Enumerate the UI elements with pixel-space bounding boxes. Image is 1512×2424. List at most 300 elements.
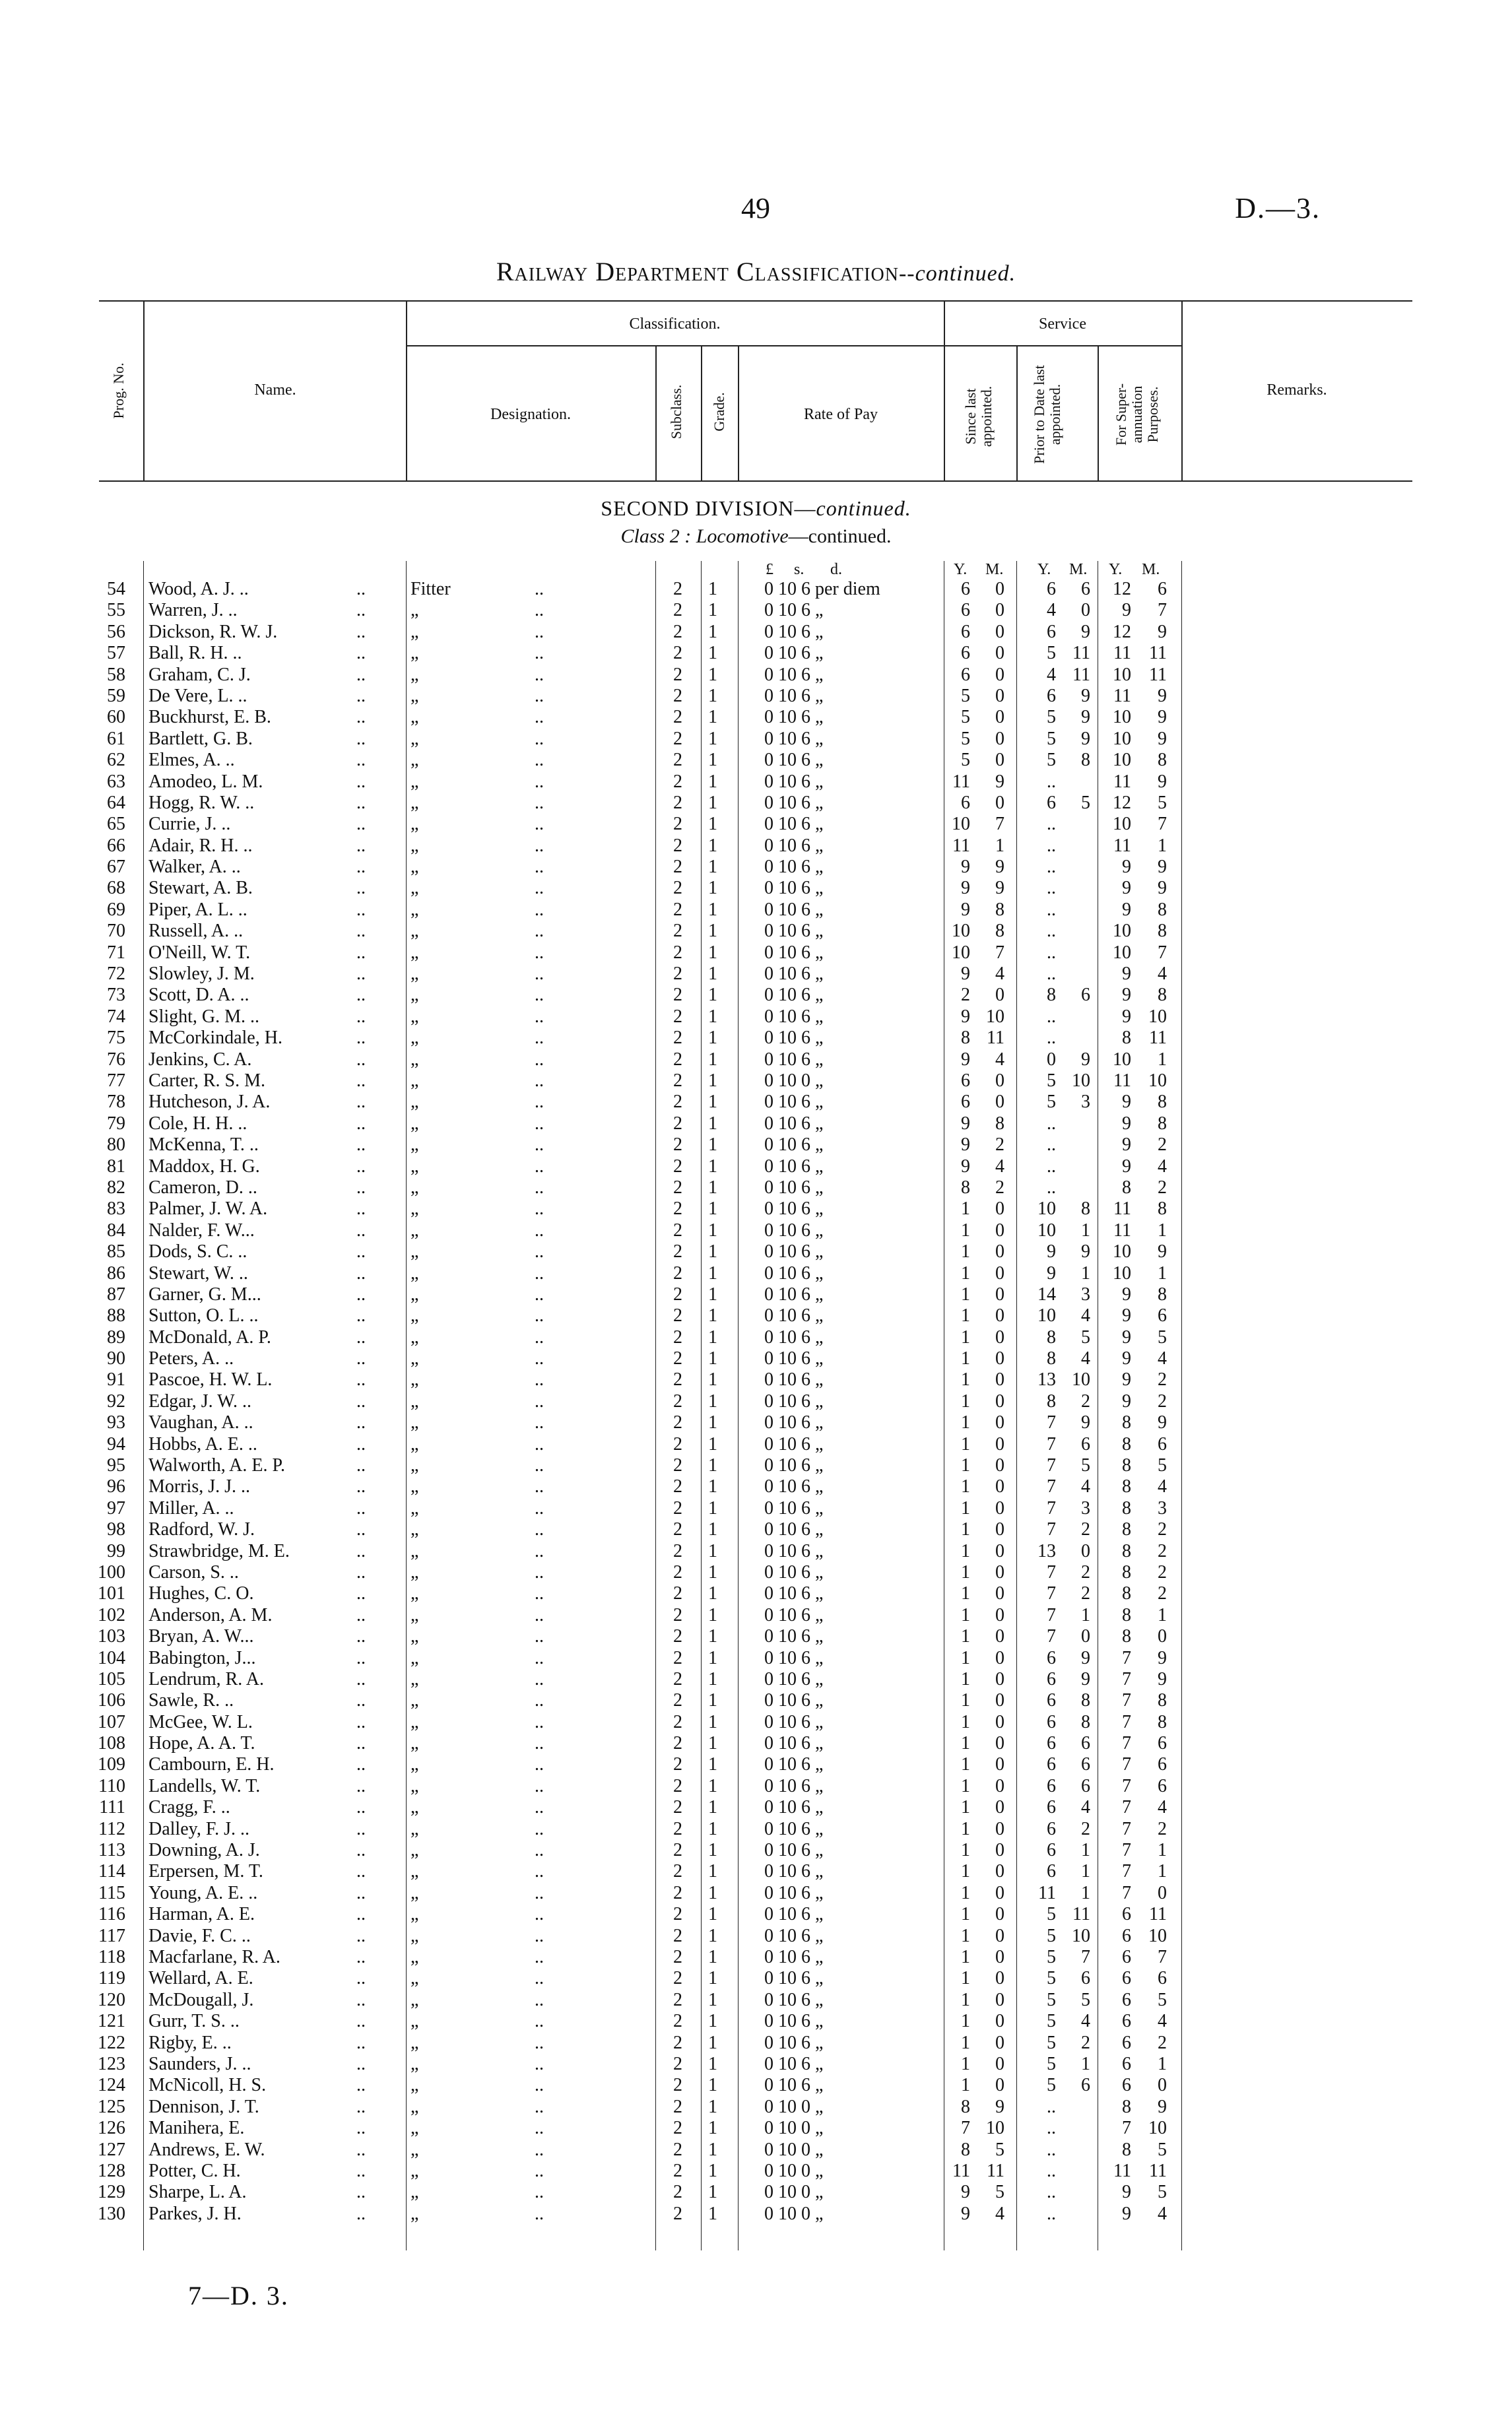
- prior-months: 9: [1081, 1049, 1090, 1070]
- prog-no: 76: [107, 1049, 125, 1070]
- prog-no: 118: [98, 1947, 125, 1967]
- prior-months: 7: [1081, 1947, 1090, 1967]
- superannuation-years: 11: [1113, 1220, 1131, 1241]
- prog-no: 96: [107, 1476, 125, 1497]
- designation: „: [411, 621, 419, 642]
- prior-months: 3: [1081, 1284, 1090, 1305]
- rate-of-pay: 0 10 6 „: [764, 1198, 824, 1220]
- superannuation-years: 12: [1113, 621, 1131, 642]
- since-last-years: 1: [961, 1497, 970, 1519]
- division-name: SECOND DIVISION—: [601, 496, 816, 520]
- employee-name: McGee, W. L.: [148, 1711, 253, 1732]
- prog-no: 79: [107, 1113, 125, 1134]
- rate-of-pay: 0 10 6 „: [764, 1775, 824, 1796]
- since-last-years: 6: [961, 643, 970, 664]
- prior-months: 6: [1081, 2075, 1090, 2096]
- prog-no: 66: [107, 835, 125, 856]
- since-last-years: 11: [952, 835, 970, 856]
- leader-dots: ..: [535, 1733, 544, 1754]
- rate-of-pay: 0 10 6 „: [764, 1028, 824, 1049]
- prog-no: 84: [107, 1220, 125, 1241]
- superannuation-months: 9: [1158, 1241, 1167, 1262]
- leader-dots: ..: [535, 1391, 544, 1412]
- rate-of-pay: 0 10 6 „: [764, 1433, 824, 1455]
- grade: 1: [708, 2011, 717, 2032]
- prog-no: 59: [107, 685, 125, 706]
- table-row: [0, 1006, 1512, 1028]
- prior-months: 0: [1081, 1626, 1090, 1647]
- subclass: 2: [673, 1797, 682, 1818]
- designation: „: [411, 1177, 419, 1198]
- since-last-years: 11: [952, 771, 970, 792]
- rate-of-pay: 0 10 6 „: [764, 2075, 824, 2096]
- leader-dots: ..: [535, 2011, 544, 2032]
- rate-of-pay: 0 10 6 „: [764, 1711, 824, 1732]
- employee-name: Carson, S. ..: [148, 1561, 239, 1583]
- table-row: [0, 1156, 1512, 1177]
- prog-no: 82: [107, 1177, 125, 1198]
- rate-of-pay: 0 10 6 „: [764, 728, 824, 749]
- leader-dots: ..: [356, 878, 366, 899]
- since-last-years: 7: [961, 2118, 970, 2139]
- prior-months: 9: [1081, 728, 1090, 749]
- leader-dots: ..: [356, 1262, 366, 1284]
- prior-months: 4: [1081, 1476, 1090, 1497]
- since-last-years: 6: [961, 792, 970, 813]
- leader-dots: ..: [535, 1519, 544, 1540]
- leader-dots: ..: [356, 1198, 366, 1220]
- designation: „: [411, 792, 419, 813]
- employee-name: Wellard, A. E.: [148, 1968, 253, 1989]
- rate-of-pay: 0 10 6 „: [764, 1604, 824, 1625]
- employee-name: Pascoe, H. W. L.: [148, 1369, 273, 1391]
- employee-name: Slowley, J. M.: [148, 964, 255, 985]
- table-row: [0, 1412, 1512, 1433]
- rate-of-pay: 0 10 0 „: [764, 2096, 824, 2117]
- since-last-years: 1: [961, 1968, 970, 1989]
- subclass: 2: [673, 600, 682, 621]
- prior-years: ..: [1047, 1113, 1056, 1134]
- header-divider: [1098, 345, 1099, 482]
- employee-name: Young, A. E. ..: [148, 1882, 258, 1903]
- prior-years: 7: [1047, 1455, 1056, 1476]
- leader-dots: ..: [535, 2096, 544, 2117]
- footer-reference: 7—D. 3.: [188, 2281, 289, 2310]
- leader-dots: ..: [356, 1220, 366, 1241]
- employee-name: Sawle, R. ..: [148, 1690, 234, 1711]
- grade: 1: [708, 1647, 717, 1668]
- since-last-months: 0: [995, 1497, 1004, 1519]
- rate-of-pay: 0 10 0 „: [764, 2139, 824, 2160]
- superannuation-years: 11: [1113, 2160, 1131, 2181]
- table-row: [0, 1733, 1512, 1754]
- prog-no: 89: [107, 1327, 125, 1348]
- rate-of-pay: 0 10 6 „: [764, 1647, 824, 1668]
- designation: „: [411, 1092, 419, 1113]
- superannuation-years: 7: [1122, 1711, 1131, 1732]
- table-row: [0, 1797, 1512, 1818]
- superannuation-years: 9: [1122, 1369, 1131, 1391]
- prior-years: 7: [1047, 1519, 1056, 1540]
- superannuation-months: 8: [1158, 1092, 1167, 1113]
- leader-dots: ..: [356, 1925, 366, 1946]
- since-last-months: 0: [995, 664, 1004, 685]
- rate-of-pay: 0 10 6 „: [764, 1049, 824, 1070]
- grade: 1: [708, 1092, 717, 1113]
- superannuation-months: 4: [1158, 1156, 1167, 1177]
- employee-name: Hope, A. A. T.: [148, 1733, 255, 1754]
- since-last-years: 10: [952, 942, 970, 963]
- employee-name: McNicoll, H. S.: [148, 2075, 267, 2096]
- subclass: 2: [673, 1049, 682, 1070]
- prior-months: 4: [1081, 2011, 1090, 2032]
- leader-dots: ..: [356, 750, 366, 771]
- superannuation-years: 8: [1122, 1028, 1131, 1049]
- table-row: [0, 1605, 1512, 1626]
- since-last-years: 2: [961, 985, 970, 1006]
- since-last-months: 0: [995, 1711, 1004, 1732]
- superannuation-months: 11: [1149, 664, 1167, 685]
- grade: 1: [708, 1626, 717, 1647]
- header-divider: [1016, 345, 1018, 482]
- leader-dots: ..: [356, 1412, 366, 1433]
- since-last-years: 1: [961, 1262, 970, 1284]
- since-last-years: 5: [961, 707, 970, 728]
- leader-dots: ..: [535, 707, 544, 728]
- superannuation-months: 1: [1158, 1049, 1167, 1070]
- designation: „: [411, 1391, 419, 1412]
- table-row: [0, 622, 1512, 643]
- rate-of-pay: 0 10 6 „: [764, 1989, 824, 2010]
- employee-name: Macfarlane, R. A.: [148, 1947, 280, 1967]
- superannuation-months: 1: [1158, 1262, 1167, 1284]
- since-last-years: 8: [961, 2096, 970, 2117]
- staff-table-body: [0, 579, 1512, 2225]
- superannuation-months: 7: [1158, 814, 1167, 835]
- prior-years: 5: [1047, 1092, 1056, 1113]
- table-row: [0, 2118, 1512, 2139]
- prior-years: 0: [1047, 1049, 1056, 1070]
- leader-dots: ..: [356, 1070, 366, 1091]
- since-last-months: 0: [995, 1989, 1004, 2010]
- prior-years: 14: [1037, 1284, 1056, 1305]
- name-header: Name.: [254, 381, 296, 399]
- grade: 1: [708, 1775, 717, 1796]
- since-last-months: 0: [995, 1604, 1004, 1625]
- employee-name: Sutton, O. L. ..: [148, 1305, 259, 1327]
- table-row: [0, 900, 1512, 921]
- prior-months: 1: [1081, 1840, 1090, 1861]
- prior-years: 7: [1047, 1433, 1056, 1455]
- since-last-months: 0: [995, 600, 1004, 621]
- superannuation-years: 8: [1122, 1626, 1131, 1647]
- prior-months: 5: [1081, 1989, 1090, 2010]
- table-row: [0, 686, 1512, 707]
- prior-years: ..: [1047, 2096, 1056, 2117]
- since-last-years: 9: [961, 899, 970, 920]
- since-last-months: 0: [995, 1690, 1004, 1711]
- leader-dots: ..: [535, 750, 544, 771]
- employee-name: Strawbridge, M. E.: [148, 1540, 290, 1561]
- leader-dots: ..: [356, 728, 366, 749]
- prog-no: 105: [98, 1668, 125, 1689]
- superannuation-years: 10: [1113, 942, 1131, 963]
- grade: 1: [708, 1583, 717, 1604]
- prior-years: 6: [1047, 1840, 1056, 1861]
- designation: „: [411, 1262, 419, 1284]
- superannuation-years: 7: [1122, 1797, 1131, 1818]
- prior-years: ..: [1047, 2160, 1056, 2181]
- leader-dots: ..: [535, 1668, 544, 1689]
- subclass: 2: [673, 685, 682, 706]
- subclass: 2: [673, 2096, 682, 2117]
- prog-no: 126: [98, 2118, 125, 2139]
- employee-name: Walworth, A. E. P.: [148, 1455, 285, 1476]
- leader-dots: ..: [356, 1861, 366, 1882]
- subclass: 2: [673, 664, 682, 685]
- superannuation-years: 7: [1122, 1861, 1131, 1882]
- since-last-months: 0: [995, 2011, 1004, 2032]
- superannuation-months: 10: [1148, 2118, 1167, 2139]
- grade: 1: [708, 942, 717, 963]
- grade: 1: [708, 2032, 717, 2053]
- superannuation-months: 11: [1149, 1028, 1167, 1049]
- leader-dots: ..: [535, 1540, 544, 1561]
- leader-dots: ..: [535, 1840, 544, 1861]
- grade: 1: [708, 814, 717, 835]
- subclass: 2: [673, 1220, 682, 1241]
- since-last-months: 5: [995, 2182, 1004, 2203]
- designation: „: [411, 1455, 419, 1476]
- rate-of-pay: 0 10 6 „: [764, 835, 824, 856]
- leader-dots: ..: [356, 1733, 366, 1754]
- grade: 1: [708, 1968, 717, 1989]
- prog-no: 80: [107, 1134, 125, 1156]
- leader-dots: ..: [535, 921, 544, 942]
- designation: „: [411, 1070, 419, 1091]
- grade: 1: [708, 1305, 717, 1327]
- leader-dots: ..: [535, 1904, 544, 1925]
- grade: 1: [708, 707, 717, 728]
- prior-months: 1: [1081, 1882, 1090, 1903]
- since-last-years: 1: [961, 1861, 970, 1882]
- superannuation-years: 9: [1122, 1284, 1131, 1305]
- prior-months: 9: [1081, 685, 1090, 706]
- employee-name: Rigby, E. ..: [148, 2032, 232, 2053]
- employee-name: McCorkindale, H.: [148, 1028, 282, 1049]
- prog-no: 119: [98, 1968, 125, 1989]
- employee-name: Cragg, F. ..: [148, 1797, 230, 1818]
- leader-dots: ..: [535, 1327, 544, 1348]
- prior-years: 5: [1047, 1968, 1056, 1989]
- class-continued: —continued.: [788, 525, 892, 547]
- since-last-years: 1: [961, 1241, 970, 1262]
- table-row: [0, 665, 1512, 686]
- leader-dots: ..: [356, 1113, 366, 1134]
- since-last-years: 1: [961, 1647, 970, 1668]
- prior-years: 5: [1047, 1947, 1056, 1967]
- subclass: 2: [673, 750, 682, 771]
- prior-years: 5: [1047, 728, 1056, 749]
- table-row: [0, 2161, 1512, 2182]
- leader-dots: ..: [356, 1561, 366, 1583]
- superannuation-months: 6: [1158, 1305, 1167, 1327]
- prog-no: 55: [107, 600, 125, 621]
- superannuation-months: 6: [1158, 1733, 1167, 1754]
- subclass: 2: [673, 814, 682, 835]
- designation: „: [411, 1113, 419, 1134]
- since-last-years: 8: [961, 2139, 970, 2160]
- prog-no: 108: [98, 1733, 125, 1754]
- rate-of-pay: 0 10 6 „: [764, 1262, 824, 1284]
- superannuation-months: 9: [1158, 878, 1167, 899]
- subclass: 2: [673, 1775, 682, 1796]
- rate-of-pay: 0 10 6 „: [764, 1412, 824, 1433]
- prog-no: 57: [107, 643, 125, 664]
- superannuation-years: 10: [1113, 1262, 1131, 1284]
- grade: 1: [708, 1177, 717, 1198]
- prior-years: 13: [1037, 1369, 1056, 1391]
- subclass: 2: [673, 1391, 682, 1412]
- since-last-years: 6: [961, 621, 970, 642]
- prior-years: 5: [1047, 2032, 1056, 2053]
- subclass: 2: [673, 1947, 682, 1967]
- superannuation-months: 1: [1158, 1840, 1167, 1861]
- superannuation-months: 5: [1158, 2182, 1167, 2203]
- designation: „: [411, 1797, 419, 1818]
- subclass: 2: [673, 1711, 682, 1732]
- rate-of-pay: 0 10 6 „: [764, 1455, 824, 1476]
- superannuation-years: 9: [1122, 1391, 1131, 1412]
- rate-of-pay: 0 10 6 „: [764, 2053, 824, 2074]
- leader-dots: ..: [356, 707, 366, 728]
- leader-dots: ..: [535, 2075, 544, 2096]
- prog-no: 99: [107, 1540, 125, 1561]
- grade: 1: [708, 1134, 717, 1156]
- since-last-years: 9: [961, 1006, 970, 1027]
- employee-name: Bartlett, G. B.: [148, 728, 253, 749]
- since-last-months: 4: [995, 1049, 1004, 1070]
- subclass: 2: [673, 1904, 682, 1925]
- leader-dots: ..: [356, 1775, 366, 1796]
- employee-name: Gurr, T. S. ..: [148, 2011, 240, 2032]
- designation: „: [411, 1156, 419, 1177]
- grade: 1: [708, 2075, 717, 2096]
- leader-dots: ..: [356, 1840, 366, 1861]
- superannuation-months: 6: [1158, 1433, 1167, 1455]
- leader-dots: ..: [535, 643, 544, 664]
- employee-name: Vaughan, A. ..: [148, 1412, 253, 1433]
- prior-years: 5: [1047, 643, 1056, 664]
- superannuation-years: 7: [1122, 1733, 1131, 1754]
- superannuation-months: 11: [1149, 2160, 1167, 2181]
- prog-no: 130: [98, 2203, 125, 2224]
- grade: 1: [708, 985, 717, 1006]
- prior-years: 4: [1047, 600, 1056, 621]
- since-last-years: 5: [961, 750, 970, 771]
- subclass: 2: [673, 728, 682, 749]
- leader-dots: ..: [356, 1134, 366, 1156]
- subclass: 2: [673, 2139, 682, 2160]
- grade: 1: [708, 1412, 717, 1433]
- leader-dots: ..: [535, 1284, 544, 1305]
- employee-name: Dickson, R. W. J.: [148, 621, 278, 642]
- table-row: [0, 1583, 1512, 1604]
- prior-years: 6: [1047, 1668, 1056, 1689]
- employee-name: Hogg, R. W. ..: [148, 792, 255, 813]
- leader-dots: ..: [535, 878, 544, 899]
- prog-no: 127: [98, 2139, 125, 2160]
- since-last-months: 2: [995, 1177, 1004, 1198]
- since-last-months: 0: [995, 1220, 1004, 1241]
- superannuation-months: 4: [1158, 964, 1167, 985]
- leader-dots: ..: [356, 1540, 366, 1561]
- prog-no: 73: [107, 985, 125, 1006]
- since-last-header: Since last appointed.: [962, 385, 995, 447]
- prior-years: ..: [1047, 1006, 1056, 1027]
- designation: „: [411, 1947, 419, 1967]
- prior-years: ..: [1047, 964, 1056, 985]
- table-row: [0, 1754, 1512, 1775]
- grade: 1: [708, 835, 717, 856]
- table-row: [0, 2182, 1512, 2203]
- superannuation-months: 10: [1148, 1070, 1167, 1091]
- prog-no: 103: [98, 1626, 125, 1647]
- superannuation-months: 6: [1158, 1775, 1167, 1796]
- title-main: Railway Department Classification: [496, 257, 899, 286]
- superannuation-years: 9: [1122, 2182, 1131, 2203]
- prior-years: ..: [1047, 814, 1056, 835]
- designation: „: [411, 1583, 419, 1604]
- prior-years: ..: [1047, 2182, 1056, 2203]
- designation: „: [411, 1049, 419, 1070]
- subclass: 2: [673, 2182, 682, 2203]
- employee-name: McDonald, A. P.: [148, 1327, 271, 1348]
- superannuation-months: 1: [1158, 1220, 1167, 1241]
- prior-years: 6: [1047, 1754, 1056, 1775]
- designation: „: [411, 1690, 419, 1711]
- grade: 1: [708, 2118, 717, 2139]
- since-last-years: 1: [961, 1818, 970, 1839]
- leader-dots: ..: [535, 1241, 544, 1262]
- subclass: 2: [673, 1134, 682, 1156]
- subclass: 2: [673, 1028, 682, 1049]
- subclass: 2: [673, 2118, 682, 2139]
- table-row: [0, 1220, 1512, 1241]
- prior-years: 7: [1047, 1583, 1056, 1604]
- subclass: 2: [673, 2011, 682, 2032]
- table-row: [0, 1177, 1512, 1198]
- grade: 1: [708, 1198, 717, 1220]
- leader-dots: ..: [356, 1348, 366, 1369]
- designation: „: [411, 1284, 419, 1305]
- grade: 1: [708, 1028, 717, 1049]
- superannuation-months: 9: [1158, 707, 1167, 728]
- prior-years: ..: [1047, 1028, 1056, 1049]
- prog-no: 112: [98, 1818, 125, 1839]
- designation: „: [411, 1369, 419, 1391]
- leader-dots: ..: [356, 1668, 366, 1689]
- header-top-rule: [99, 300, 1412, 302]
- prior-years: 7: [1047, 1476, 1056, 1497]
- subclass: 2: [673, 1476, 682, 1497]
- leader-dots: ..: [535, 1476, 544, 1497]
- leader-dots: ..: [356, 1519, 366, 1540]
- since-last-years: 1: [961, 1947, 970, 1967]
- superannuation-months: 0: [1158, 2075, 1167, 2096]
- subclass: 2: [673, 2032, 682, 2053]
- since-last-months: 0: [995, 1412, 1004, 1433]
